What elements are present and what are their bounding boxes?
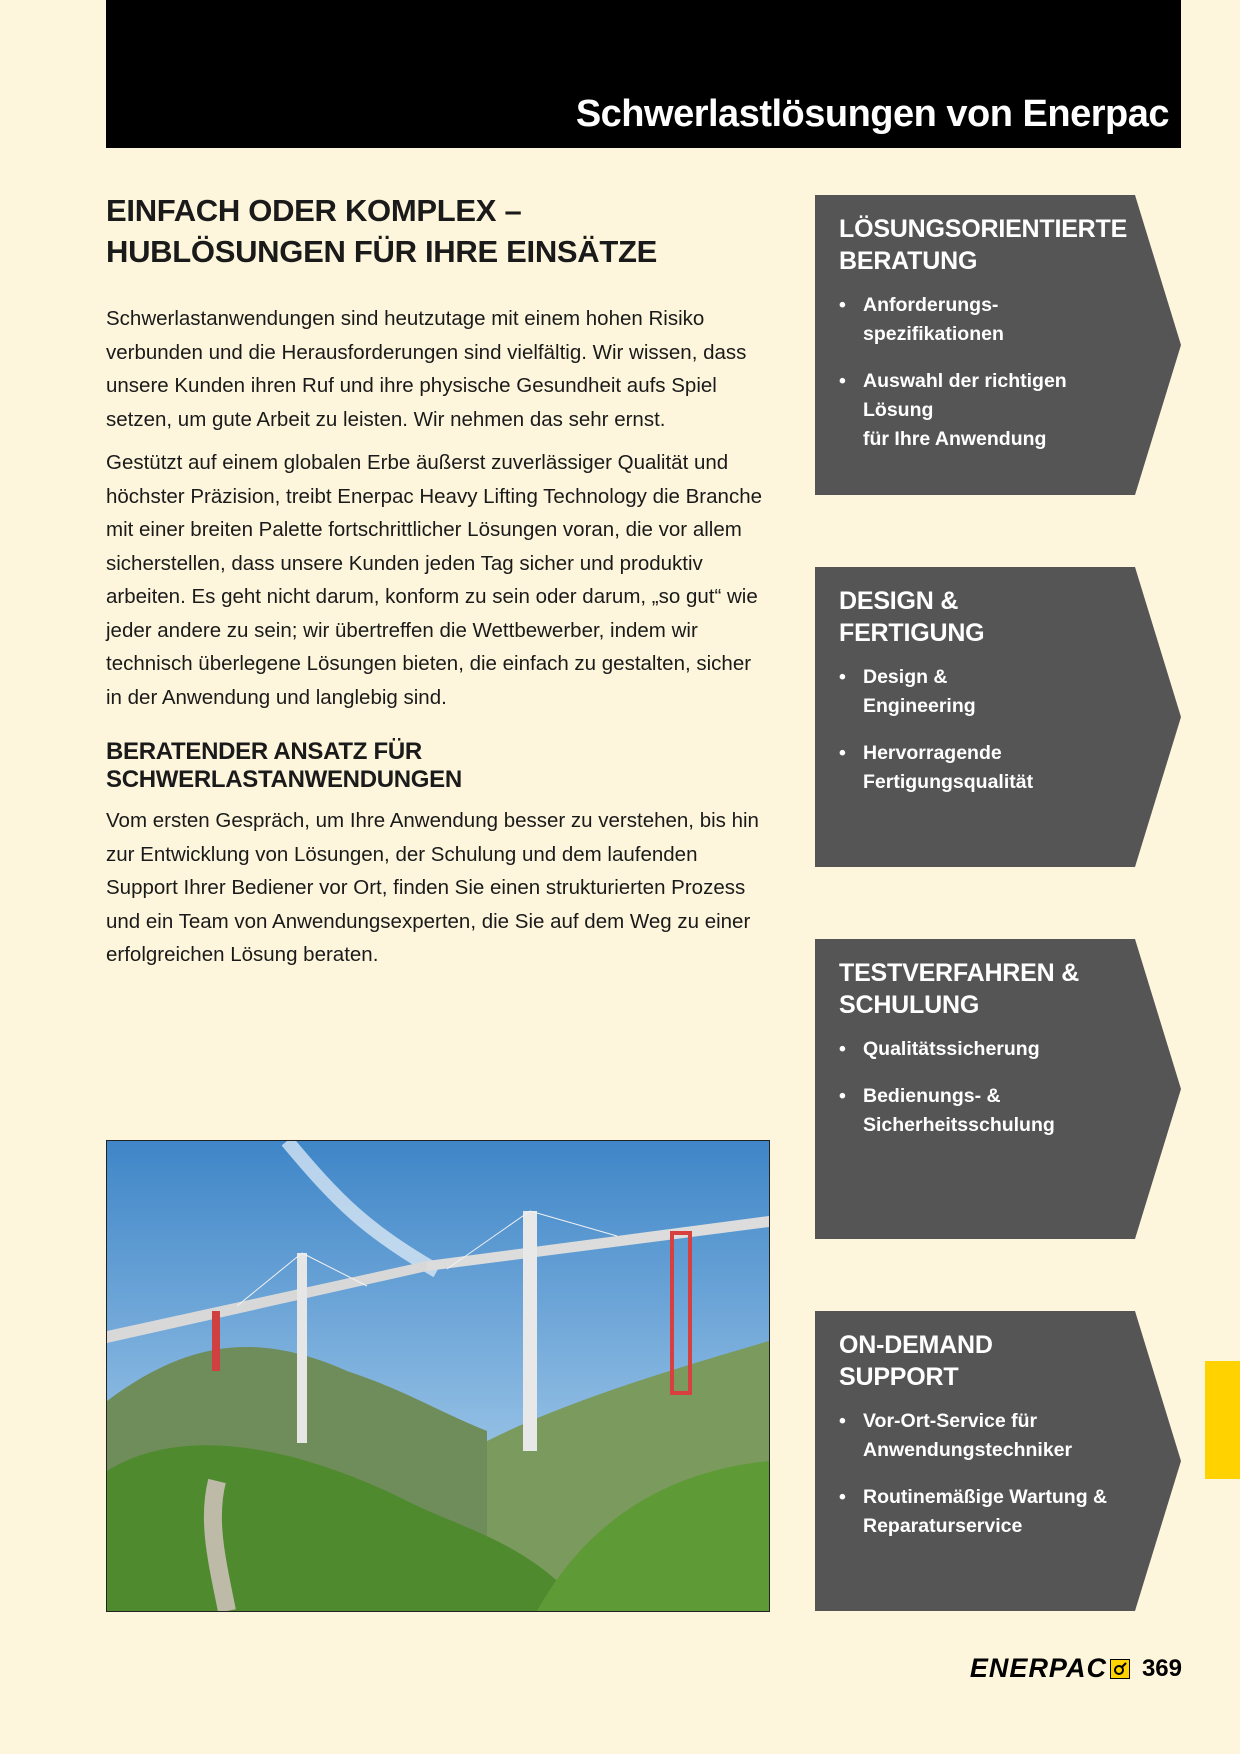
card-title [839,213,1129,277]
card-item-text: Anforderungs- spezifikationen [863,294,1004,345]
card-consulting [815,195,1181,495]
card-item-text: Routinemäßige Wartung & Reparaturservice [863,1486,1108,1537]
main-content [106,190,771,982]
card-title-line2: SUPPORT [839,1363,959,1391]
card-title-line1: ON-DEMAND [839,1331,993,1359]
bullet-icon: • [839,1085,846,1107]
bridge-photo [106,1140,770,1612]
main-heading-line2: HUBLÖSUNGEN FÜR IHRE EINSÄTZE [106,234,658,269]
bullet-icon: • [839,1038,846,1060]
bullet-icon: • [839,742,846,764]
card-support [815,1311,1181,1611]
bullet-icon: • [839,1486,846,1508]
card-list-item [839,1035,1129,1064]
card-item-text: Hervorragende Fertigungsqualität [863,742,1034,793]
card-item-text: Vor-Ort-Service für Anwendungstechniker [863,1410,1073,1461]
card-list-item [839,291,1129,349]
card-title-line2: SCHULUNG [839,991,980,1019]
page-number: 369 [1141,1654,1182,1682]
bullet-icon: • [839,666,846,688]
section-tab-marker[interactable] [1205,1361,1240,1479]
card-list-item [839,1082,1129,1140]
main-heading-line1: EINFACH ODER KOMPLEX – [106,193,522,228]
bullet-icon: • [839,370,846,392]
card-item-text: Bedienungs- & Sicherheitsschulung [863,1085,1055,1136]
card-item-text: Qualitätssicherung [863,1038,1040,1060]
card-title [839,1329,1129,1393]
page-section-title: Schwerlastlösungen von Enerpac [575,93,1169,135]
card-title-line1: LÖSUNGSORIENTIERTE [839,215,1128,243]
card-item-text: Auswahl der richtigen Lösung für Ihre Anwendung [863,370,1067,450]
card-title-line2: BERATUNG [839,247,978,275]
card-list-item [839,367,1129,454]
main-heading [106,190,771,272]
enerpac-symbol-icon [1110,1659,1130,1679]
card-title-line1: TESTVERFAHREN & [839,959,1080,987]
logo-wordmark: ENERPAC [969,1653,1107,1683]
card-title [839,957,1129,1021]
card-title-line2: FERTIGUNG [839,619,985,647]
card-list-item [839,739,1129,797]
card-list-item [839,1407,1129,1465]
intro-paragraph: Schwerlastanwendungen sind heutzutage mit einem hohen Risiko verbunden und die Herausforderungen sind vielfältig. Wir wissen, dass unsere Kunden ihren Ruf und ihre physische Gesundheit aufs Spiel setzen, um gute Arbeit zu leisten. Wir nehmen das sehr ernst. [106,307,747,431]
bullet-icon: • [839,1410,846,1432]
header-bar [106,0,1181,148]
card-title-line1: DESIGN & [839,587,959,615]
bullet-icon: • [839,294,846,316]
card-title [839,585,1129,649]
card-list-item [839,663,1129,721]
approach-paragraph: Vom ersten Gespräch, um Ihre Anwendung besser zu verstehen, bis hin zur Entwicklung von Lösungen, der Schulung und dem laufenden Support Ihrer Bediener vor Ort, finden Sie einen strukturierten Prozess und ein Team von Anwendungsexperten, die Sie auf dem Weg zu einer erfolgreichen Lösung beraten. [106,809,759,966]
footer [970,1653,1182,1684]
card-list-item [839,1483,1129,1541]
heritage-paragraph: Gestützt auf einem globalen Erbe äußerst zuverlässiger Qualität und höchster Präzision, treibt Enerpac Heavy Lifting Technology die Branche mit einer breiten Palette fortschrittlicher Lösungen voran, die vor allem sicherstellen, dass unsere Kunden jeden Tag sicher und produktiv arbeiten. Es geht nicht darum, konform zu sein oder darum, „so gut“ wie jeder andere zu sein; wir übertreffen die Wettbewerber, indem wir technisch überlegene Lösungen bieten, die einfach zu gestalten, sicher in der Anwendung und langlebig sind. [106,451,762,709]
enerpac-logo [970,1653,1130,1684]
card-item-text: Design & Engineering [863,666,976,717]
card-design [815,567,1181,867]
card-testing [815,939,1181,1239]
approach-subheading: BERATENDER ANSATZ FÜR SCHWERLASTANWENDUNGEN [106,738,462,793]
